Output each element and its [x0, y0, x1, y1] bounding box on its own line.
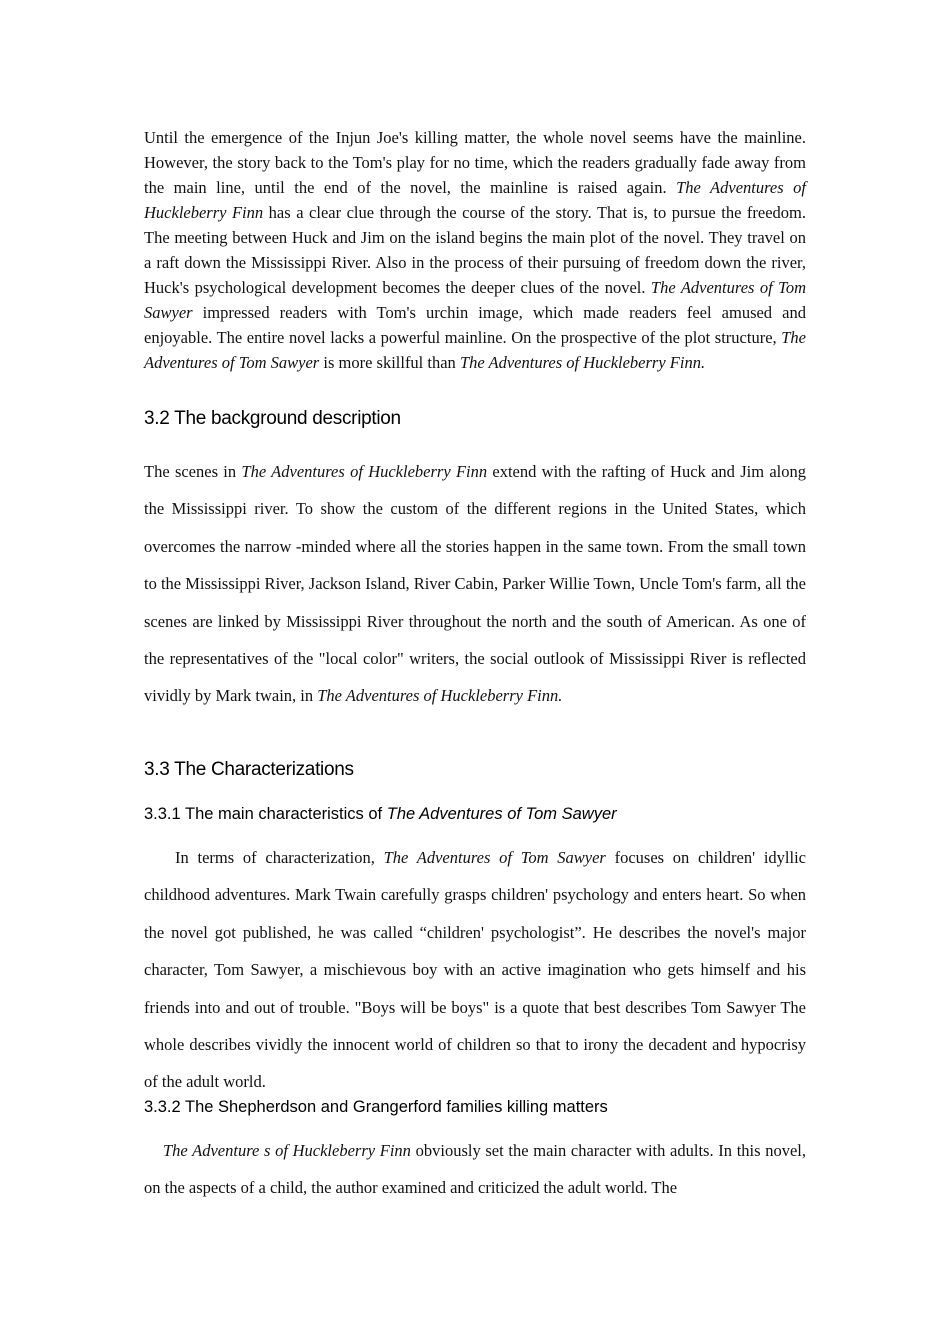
book-title: The Adventures of Tom Sawyer [386, 805, 617, 823]
book-title: The Adventures of Tom Sawyer [383, 848, 606, 867]
section-heading-3-3: 3.3 The Characterizations [144, 759, 354, 780]
paragraph-plot-structure: Until the emergence of the Injun Joe's killing matter, the whole novel seems have the mainline. However, the story back to the Tom's play for no time, which the readers gradually fade away from the main line, until the end of the novel, the mainline is raised again. The Adventures of Huckleberry Finn has a clear clue through the course of the story. That is, to pursue the freedom. The meeting between Huck and Jim on the island begins the main plot of the novel. They travel on a raft down the Mississippi River. Also in the process of their pursuing of freedom down the river, Huck's psychological development becomes the deeper clues of the novel. The Adventures of Tom Sawyer impressed readers with Tom's urchin image, which made readers feel amused and enjoyable. The entire novel lacks a powerful mainline. On the prospective of the plot structure, The Adventures of Tom Sawyer is more skillful than The Adventures of Huckleberry Finn. [144, 128, 807, 372]
book-title: The Adventures of Huckleberry Finn. [459, 353, 706, 372]
book-title: The Adventure s of Huckleberry Finn [163, 1141, 411, 1160]
paragraph-tom-sawyer-characterization: In terms of characterization, The Adventures of Tom Sawyer focuses on children' idyllic childhood adventures. Mark Twain carefully grasps children' psychology and enters heart. So when the novel got published, he was called “children' psychologist”. He describes the novel's major character, Tom Sawyer, a mischievous boy with an active imagination who gets himself and his friends into and out of trouble. "Boys will be boys" is a quote that best describes Tom Sawyer The whole describes vividly the innocent world of children so that to irony the decadent and hypocrisy of the adult world. [144, 848, 806, 1092]
book-title: The Adventures of Tom Sawyer [144, 278, 806, 322]
book-title: The Adventures of Huckleberry Finn [241, 462, 488, 481]
section-heading-3-2: 3.2 The background description [144, 408, 401, 429]
paragraph-huckleberry-finn-adults: The Adventure s of Huckleberry Finn obviously set the main character with adults. In this novel, on the aspects of a child, the author examined and criticized the adult world. The [144, 1141, 806, 1198]
subsection-heading-3-3-1: 3.3.1 The main characteristics of The Adventures of Tom Sawyer [144, 805, 617, 823]
book-title: The Adventures of Huckleberry Finn [144, 178, 806, 222]
paragraph-background-description: The scenes in The Adventures of Huckleberry Finn extend with the rafting of Huck and Jim along the Mississippi river. To show the custom of the different regions in the United States, which overcomes the narrow -minded where all the stories happen in the same town. From the small town to the Mississippi River, Jackson Island, River Cabin, Parker Willie Town, Uncle Tom's farm, all the scenes are linked by Mississippi River throughout the north and the south of American. As one of the representatives of the "local color" writers, the social outlook of Mississippi River is reflected vividly by Mark twain, in The Adventures of Huckleberry Finn. [144, 462, 806, 706]
book-title: The Adventures of Tom Sawyer [144, 328, 806, 372]
subsection-heading-3-3-2: 3.3.2 The Shepherdson and Grangerford families killing matters [144, 1098, 608, 1116]
book-title: The Adventures of Huckleberry Finn. [317, 686, 563, 706]
